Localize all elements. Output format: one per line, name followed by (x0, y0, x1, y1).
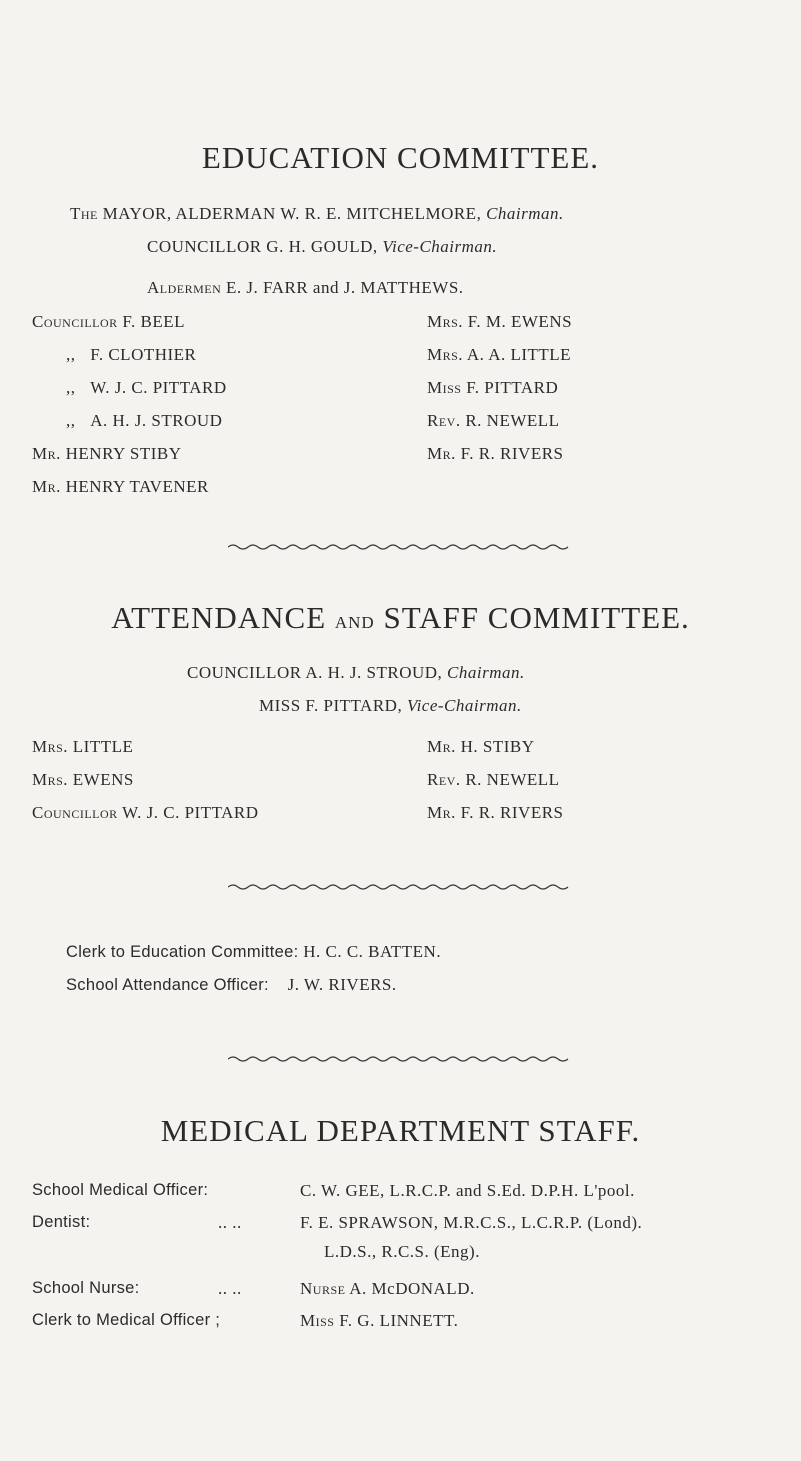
clerk-name: H. C. C. BATTEN. (303, 942, 442, 961)
member-name: EWENS (72, 770, 134, 789)
member-name: R. NEWELL (465, 411, 560, 430)
value-name: A. McDONALD. (349, 1279, 475, 1298)
medical-row-label: School Medical Officer: (32, 1181, 209, 1199)
attendance-chairman-line (187, 663, 525, 683)
aldermen-line (147, 278, 464, 298)
medical-row-value: C. W. GEE, L.R.C.P. and S.Ed. D.P.H. L'pool. (300, 1181, 635, 1200)
education-member (427, 345, 571, 365)
attendance-officer-line (66, 975, 397, 995)
officer-label: School Attendance Officer: (66, 976, 269, 994)
attendance-vice-line (259, 696, 522, 716)
member-name: F. R. RIVERS (460, 444, 564, 463)
clerk-label: Clerk to Education Committee: (66, 943, 299, 961)
education-member (32, 444, 181, 464)
member-prefix: Mr. (427, 803, 456, 822)
education-member (66, 411, 222, 431)
member-name: W. J. C. PITTARD (90, 378, 227, 397)
member-name: HENRY TAVENER (65, 477, 209, 496)
member-prefix: Mr. (427, 737, 456, 756)
medical-staff-title: MEDICAL DEPARTMENT STAFF. (160, 1113, 641, 1148)
member-name: F. PITTARD (466, 378, 559, 397)
ornamental-divider (228, 883, 574, 891)
member-prefix: Rev. (427, 411, 461, 430)
member-prefix: Rev. (427, 770, 461, 789)
education-member (32, 477, 209, 497)
attendance-title-and: and (334, 608, 375, 634)
member-prefix: Mr. (32, 444, 61, 463)
chairman-role: Chairman. (447, 663, 525, 682)
medical-row-value (300, 1311, 458, 1331)
attendance-title-b: STAFF COMMITTEE. (383, 600, 690, 635)
member-name: A. A. LITTLE (466, 345, 572, 364)
attendance-member (32, 737, 133, 757)
attendance-member (427, 803, 564, 823)
chairman-name: MAYOR, ALDERMAN W. R. E. MITCHELMORE, (102, 204, 482, 223)
member-prefix: Mr. (427, 444, 456, 463)
member-name: F. R. RIVERS (460, 803, 564, 822)
member-prefix: Miss (427, 378, 462, 397)
member-prefix: Mrs. (427, 345, 464, 364)
attendance-member (32, 803, 258, 823)
member-name: H. STIBY (460, 737, 535, 756)
attendance-title-a: ATTENDANCE (111, 600, 327, 635)
attendance-committee-title (0, 600, 801, 636)
vice-chairman-name: MISS F. PITTARD, (259, 696, 403, 715)
value-name: F. G. LINNETT. (339, 1311, 459, 1330)
aldermen-names: E. J. FARR and J. MATTHEWS. (226, 278, 464, 297)
chairman-name: COUNCILLOR A. H. J. STROUD, (187, 663, 443, 682)
member-name: A. H. J. STROUD (90, 411, 223, 430)
education-member (66, 345, 196, 365)
member-prefix: ,, (66, 378, 76, 397)
medical-row-dots: .. .. (218, 1213, 242, 1232)
aldermen-prefix: Aldermen (147, 278, 222, 297)
medical-row-value (300, 1279, 475, 1299)
education-committee-title: EDUCATION COMMITTEE. (201, 140, 600, 175)
medical-row-value-continued: L.D.S., R.C.S. (Eng). (324, 1242, 480, 1261)
attendance-member (427, 737, 535, 757)
chairman-prefix: The (70, 204, 98, 223)
medical-row-label: Clerk to Medical Officer ; (32, 1311, 221, 1329)
member-prefix: Mrs. (32, 770, 69, 789)
education-member (427, 378, 558, 398)
member-prefix: Councillor (32, 803, 118, 822)
medical-row-label: School Nurse: (32, 1279, 140, 1297)
education-member (32, 312, 185, 332)
member-prefix: ,, (66, 411, 76, 430)
member-name: HENRY STIBY (65, 444, 182, 463)
vice-chairman-role: Vice-Chairman. (406, 696, 522, 715)
member-name: F. M. EWENS (467, 312, 573, 331)
chairman-role: Chairman. (486, 204, 564, 223)
education-member (427, 312, 572, 332)
education-member (66, 378, 227, 398)
member-prefix: Mrs. (427, 312, 464, 331)
attendance-member (427, 770, 560, 790)
member-prefix: ,, (66, 345, 76, 364)
value-prefix: Nurse (300, 1279, 346, 1298)
member-prefix: Mr. (32, 477, 61, 496)
member-name: LITTLE (72, 737, 134, 756)
education-chairman-line (70, 204, 564, 224)
attendance-member (32, 770, 134, 790)
member-name: R. NEWELL (465, 770, 560, 789)
medical-row-value: F. E. SPRAWSON, M.R.C.S., L.C.R.P. (Lond). (300, 1213, 643, 1232)
member-name: W. J. C. PITTARD (122, 803, 259, 822)
ornamental-divider (228, 543, 574, 551)
education-vice-line (147, 237, 497, 257)
vice-chairman-name: COUNCILLOR G. H. GOULD, (147, 237, 378, 256)
medical-row-label: Dentist: (32, 1213, 91, 1231)
member-name: F. CLOTHIER (90, 345, 197, 364)
education-member (427, 444, 564, 464)
member-name: F. BEEL (122, 312, 186, 331)
education-member (427, 411, 560, 431)
vice-chairman-role: Vice-Chairman. (382, 237, 498, 256)
officer-name: J. W. RIVERS. (287, 975, 397, 994)
value-prefix: Miss (300, 1311, 335, 1330)
medical-row-dots: .. .. (218, 1279, 242, 1298)
clerk-line (66, 942, 441, 962)
member-prefix: Mrs. (32, 737, 69, 756)
member-prefix: Councillor (32, 312, 118, 331)
ornamental-divider (228, 1055, 574, 1063)
